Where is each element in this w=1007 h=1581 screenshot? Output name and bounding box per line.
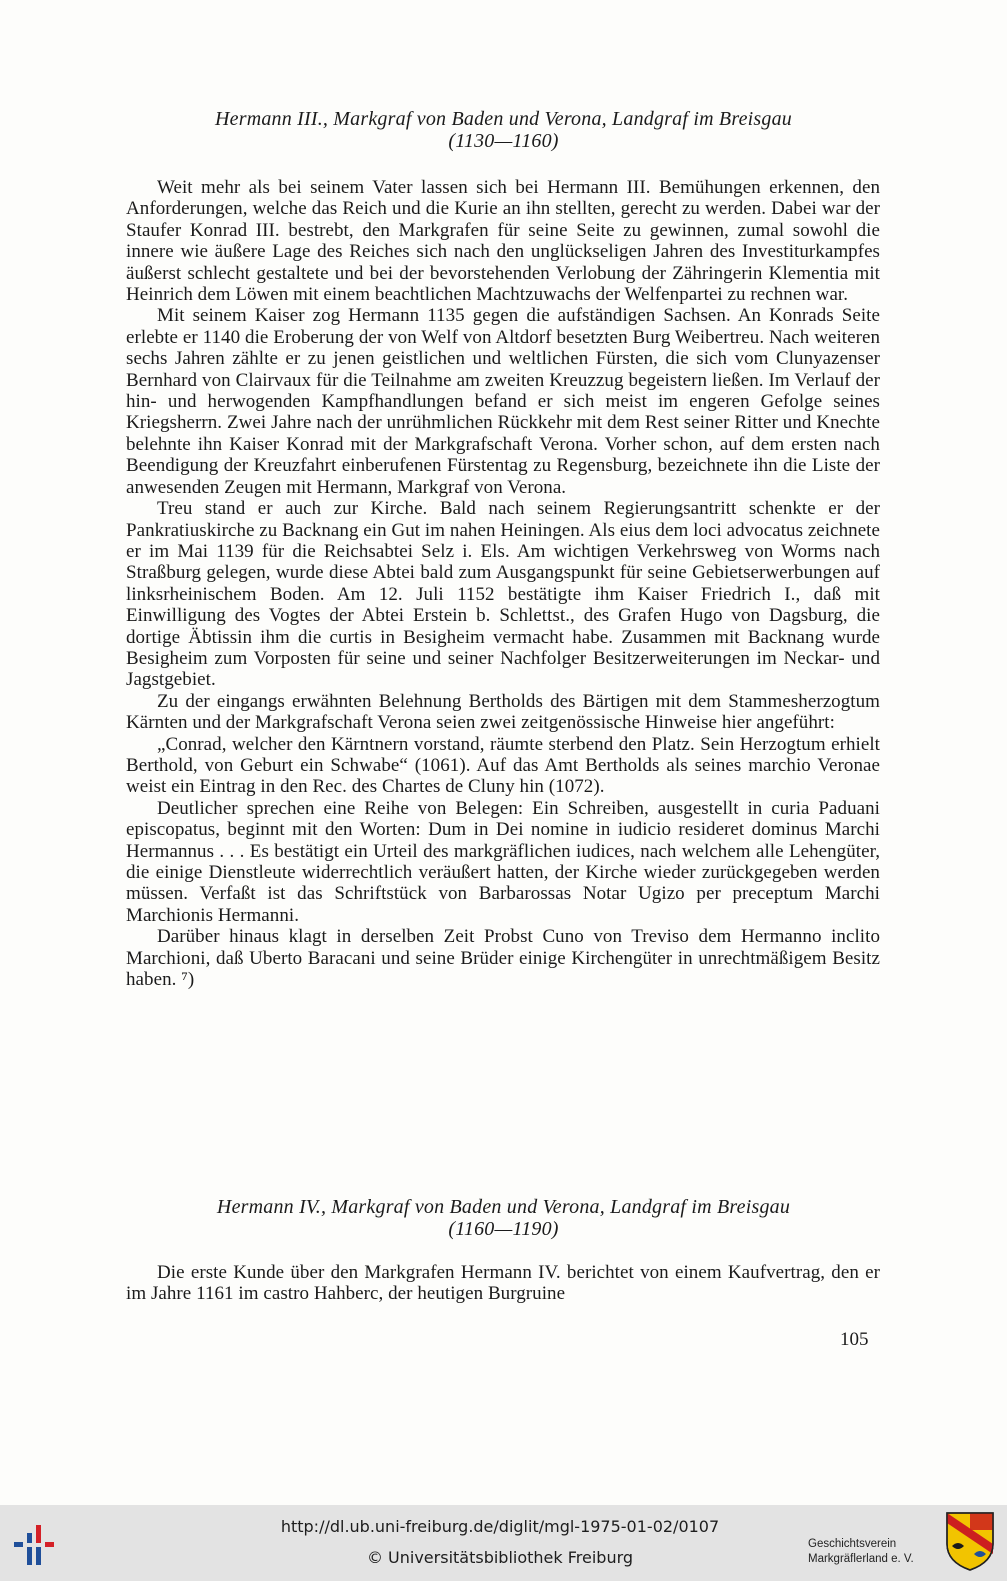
- paragraph: Zu der eingangs erwähnten Belehnung Bertholds des Bärtigen mit dem Stammesherzogtum Kärnten und der Markgrafschaft Verona seien zwei zeitgenössische Hinweise hier angeführt:: [126, 690, 880, 734]
- paragraph: Die erste Kunde über den Markgrafen Hermann IV. berichtet von einem Kaufvertrag, den er im Jahre 1161 im castro Hahberc, der heutigen Burgruine: [126, 1262, 880, 1305]
- footer-bar: [0, 1505, 1007, 1581]
- paragraph: „Conrad, welcher den Kärntnern vorstand, räumte sterbend den Platz. Sein Herzogtum erhielt Berthold, von Geburt ein Schwabe“ (1061). Auf das Amt Bertholds als seines marchio Veronae weist ein Eintrag in den Rec. des Chartes de Cluny hin (1072).: [126, 733, 880, 798]
- section-body-hermann-iii: [126, 177, 880, 990]
- section-heading-hermann-iii: [120, 108, 887, 152]
- heading-title: Hermann IV., Markgraf von Baden und Verona, Landgraf im Breisgau: [216, 1196, 791, 1218]
- paragraph: Weit mehr als bei seinem Vater lassen sich bei Hermann III. Bemühungen erkennen, den Anforderungen, welche das Reich und die Kurie an ihn stellten, gerecht zu werden. Dabei war der Staufer Konrad III. bestrebt, den Markgrafen für seine Seite zu gewinnen, zumal sowohl die innere wie äußere Lage des Reiches sich nach den unglückseligen Jahren des Investiturkampfes äußerst schlecht gestaltete und bei der bevorstehenden Verlobung der Zähringerin Klementia mit Heinrich dem Löwen mit einem beachtlichen Machtzuwachs der Welfenpartei zu rechnen war.: [126, 177, 880, 306]
- paragraph: Treu stand er auch zur Kirche. Bald nach seinem Regierungsantritt schenkte er der Pankratiuskirche zu Backnang ein Gut im nahen Heiningen. Als eius dem loci advocatus zeichnete er im Mai 1139 für die Reichsabtei Selz i. Els. Am wichtigen Verkehrsweg von Worms nach Straßburg gelegen, wurde diese Abtei bald zum Ausgangspunkt für seine Gebietserwerbungen auf linksrheinischem Boden. Am 12. Juli 1152 bestätigte ihm Kaiser Friedrich I., daß mit Einwilligung des Vogtes der Abtei Erstein b. Schlettst., des Grafen Hugo von Dagsburg, die dortige Äbtissin ihm die curtis in Besigheim vermacht habe. Zusammen mit Backnang wurde Besigheim zum Vorposten für seine und seiner Nachfolger Besitzerweiterungen im Neckar- und Jagstgebiet.: [126, 498, 880, 691]
- paragraph: Deutlicher sprechen eine Reihe von Belegen: Ein Schreiben, ausgestellt in curia Paduani episcopatus, beginnt mit den Worten: Dum in Dei nomine in iudicio resideret dominus Marchi Hermannus . . . Es bestätigt ein Urteil des markgräflichen iudices, nach welchem alle Lehengüter, die einige Dienstleute widerrechtlich veräußert hatten, der Kirche wieder zurückgegeben werden müssen. Verfaßt ist das Schriftstück von Barbarossas Notar Ugizo per preceptum Marchi Marchionis Hermanni.: [126, 797, 880, 926]
- paragraph: Darüber hinaus klagt in derselben Zeit Probst Cuno von Treviso dem Hermanno inclito Marchioni, daß Uberto Baracani und seine Brüder einige Kirchengüter in unrechtmäßigem Besitz haben. ⁷): [126, 926, 880, 991]
- heading-title: Hermann III., Markgraf von Baden und Verona, Landgraf im Breisgau: [214, 108, 792, 130]
- document-url-link[interactable]: http://dl.ub.uni-freiburg.de/diglit/mgl-1975-01-02/0107: [280, 1517, 720, 1536]
- copyright-notice: © Universitätsbibliothek Freiburg: [366, 1548, 634, 1567]
- society-name: [808, 1537, 948, 1567]
- society-name-line1: Geschichtsverein: [808, 1538, 897, 1550]
- section-heading-hermann-iv: [120, 1196, 887, 1240]
- library-logo-icon[interactable]: [12, 1523, 64, 1567]
- heading-dates: (1160—1190): [448, 1218, 559, 1240]
- page-number: 105: [840, 1329, 869, 1350]
- coat-of-arms-icon: [944, 1510, 996, 1572]
- paragraph: Mit seinem Kaiser zog Hermann 1135 gegen die aufständigen Sachsen. An Konrads Seite erlebte er 1140 die Eroberung der von Welf von Altdorf besetzten Burg Weibertreu. Nach weiteren sechs Jahren zählte er zu jenen geistlichen und weltlichen Fürsten, die sich vom Clunyazenser Bernhard von Clairvaux für die Teilnahme am zweiten Kreuzzug begeistern ließen. Im Verlauf der hin- und herwogenden Kampfhandlungen befand er sich meist im engeren Gefolge seines Kriegsherrn. Zwei Jahre nach der unrühmlichen Rückkehr mit dem Rest seiner Ritter und Knechte belehnte ihn Kaiser Konrad mit der Markgrafschaft Verona. Vorher schon, auf dem ersten nach Beendigung der Kreuzfahrt einberufenen Fürstentag zu Regensburg, bezeichnete ihn die Liste der anwesenden Zeugen mit Hermann, Markgraf von Verona.: [126, 305, 880, 498]
- section-body-hermann-iv: [126, 1262, 880, 1305]
- heading-dates: (1130—1160): [448, 130, 559, 152]
- society-name-line2: Markgräflerland e. V.: [808, 1553, 914, 1565]
